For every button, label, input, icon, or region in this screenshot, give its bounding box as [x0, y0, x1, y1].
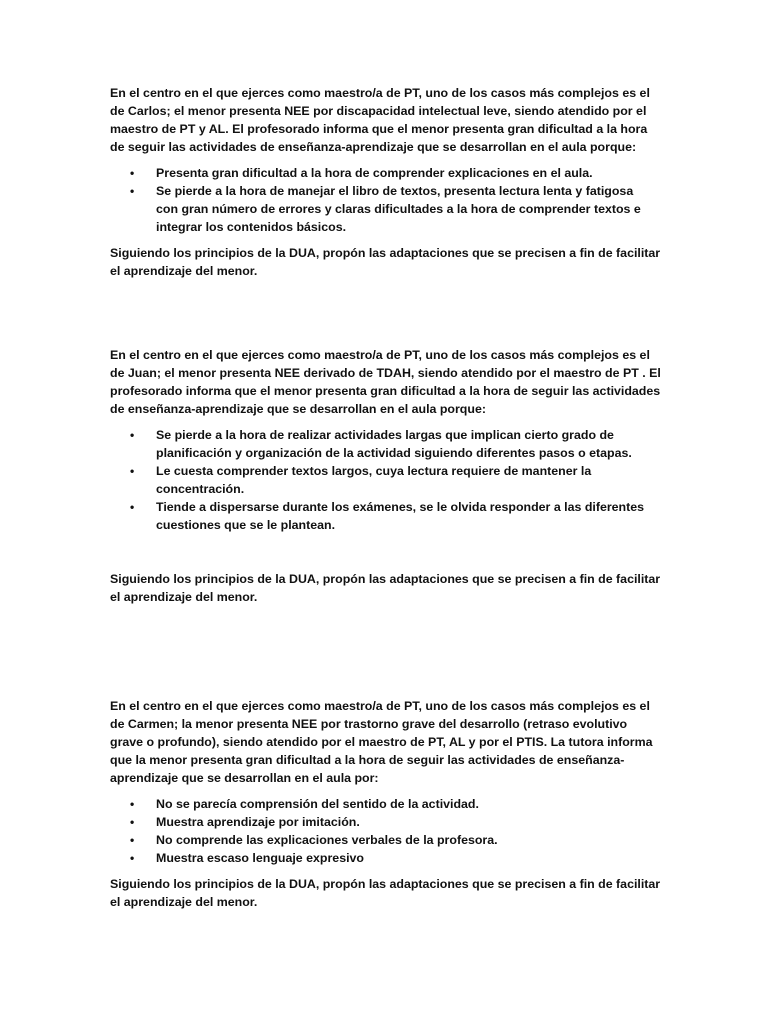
bullet-icon: •	[130, 500, 135, 514]
case-juan	[110, 346, 660, 606]
bullet-icon: •	[130, 851, 135, 865]
list-item	[110, 813, 660, 831]
text-line: grave o profundo), siendo atendido por el maestro de PT, AL y por el PTIS. La tutora informa	[110, 735, 653, 749]
text-line: planificación y organización de la actividad siguiendo diferentes pasos o etapas.	[156, 446, 632, 460]
text-line: de Carlos; el menor presenta NEE por discapacidad intelectual leve, siendo atendido por el	[110, 104, 647, 118]
text-line: No comprende las explicaciones verbales de la profesora.	[156, 833, 498, 847]
text-line: Tiende a dispersarse durante los exámenes, se le olvida responder a las diferentes	[156, 500, 645, 514]
text-line: Le cuesta comprender textos largos, cuya lectura requiere de mantener la	[156, 464, 592, 478]
case-intro-paragraph	[110, 84, 660, 156]
text-line: de seguir las actividades de enseñanza-aprendizaje que se desarrollan en el aula porque:	[110, 140, 637, 154]
list-item	[110, 498, 660, 534]
difficulty-list	[110, 426, 660, 534]
text-line: integrar los contenidos básicos.	[156, 220, 347, 234]
task-instruction	[110, 875, 660, 911]
text-line: Siguiendo los principios de la DUA, propón las adaptaciones que se precisen a fin de facilitar	[110, 877, 661, 891]
bullet-icon: •	[130, 833, 135, 847]
list-item	[110, 462, 660, 498]
list-item	[110, 426, 660, 462]
list-item	[110, 164, 660, 182]
case-intro-paragraph	[110, 346, 660, 418]
text-line: Presenta gran dificultad a la hora de comprender explicaciones en el aula.	[156, 166, 593, 180]
text-line: que la menor presenta gran dificultad a la hora de seguir las actividades de enseñanza-	[110, 753, 625, 767]
text-line: con gran número de errores y claras dificultades a la hora de comprender textos e	[156, 202, 641, 216]
text-line: Siguiendo los principios de la DUA, propón las adaptaciones que se precisen a fin de facilitar	[110, 572, 661, 586]
text-line: el aprendizaje del menor.	[110, 590, 258, 604]
text-line: Se pierde a la hora de manejar el libro de textos, presenta lectura lenta y fatigosa	[156, 184, 634, 198]
text-line: En el centro en el que ejerces como maestro/a de PT, uno de los casos más complejos es el	[110, 348, 650, 362]
task-instruction	[110, 570, 660, 606]
bullet-icon: •	[130, 184, 135, 198]
case-carmen	[110, 697, 660, 911]
difficulty-list	[110, 795, 660, 867]
case-intro-paragraph	[110, 697, 660, 787]
text-line: aprendizaje que se desarrollan en el aula por:	[110, 771, 379, 785]
text-line: Se pierde a la hora de realizar actividades largas que implican cierto grado de	[156, 428, 614, 442]
list-item	[110, 795, 660, 813]
list-item	[110, 849, 660, 867]
text-line: cuestiones que se le plantean.	[156, 518, 336, 532]
bullet-icon: •	[130, 797, 135, 811]
text-line: En el centro en el que ejerces como maestro/a de PT, uno de los casos más complejos es el	[110, 699, 650, 713]
text-line: Muestra escaso lenguaje expresivo	[156, 851, 364, 865]
bullet-icon: •	[130, 428, 135, 442]
text-line: el aprendizaje del menor.	[110, 895, 258, 909]
text-line: Muestra aprendizaje por imitación.	[156, 815, 360, 829]
text-line: concentración.	[156, 482, 245, 496]
text-line: No se parecía comprensión del sentido de la actividad.	[156, 797, 479, 811]
text-line: de Juan; el menor presenta NEE derivado de TDAH, siendo atendido por el maestro de PT . El	[110, 366, 661, 380]
case-carlos	[110, 84, 660, 280]
bullet-icon: •	[130, 464, 135, 478]
text-line: de enseñanza-aprendizaje que se desarrollan en el aula porque:	[110, 402, 486, 416]
text-line: el aprendizaje del menor.	[110, 264, 258, 278]
task-instruction	[110, 244, 660, 280]
list-item	[110, 831, 660, 849]
text-line: maestro de PT y AL. El profesorado informa que el menor presenta gran dificultad a la hora	[110, 122, 648, 136]
text-line: profesorado informa que el menor presenta gran dificultad a la hora de seguir las actividades	[110, 384, 661, 398]
bullet-icon: •	[130, 166, 135, 180]
text-line: Siguiendo los principios de la DUA, propón las adaptaciones que se precisen a fin de facilitar	[110, 246, 661, 260]
text-line: de Carmen; la menor presenta NEE por trastorno grave del desarrollo (retraso evolutivo	[110, 717, 628, 731]
bullet-icon: •	[130, 815, 135, 829]
text-line: En el centro en el que ejerces como maestro/a de PT, uno de los casos más complejos es el	[110, 86, 650, 100]
difficulty-list	[110, 164, 660, 236]
list-item	[110, 182, 660, 236]
